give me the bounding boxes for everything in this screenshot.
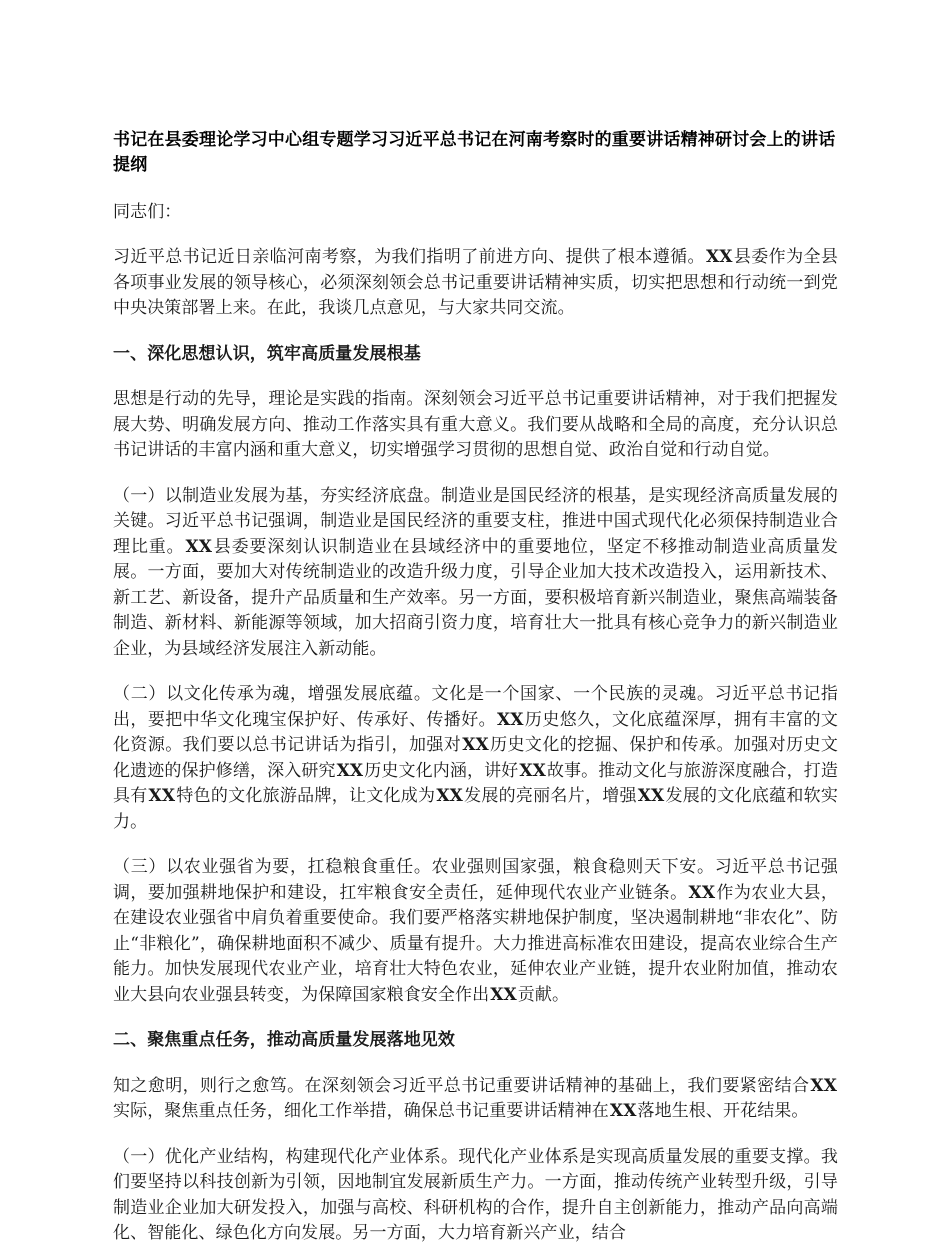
section-heading-1: 一、深化思想认识，筑牢高质量发展根基 xyxy=(113,343,421,364)
latin-placeholder: XX xyxy=(436,786,463,806)
section-2-subsection-1: （一）优化产业结构，构建现代化产业体系。现代化产业体系是实现高质量发展的重要支撑。我们要坚持以科技创新为引领，因地制宜发展新质生产力。一方面，推动传统产业转型升级，引导制造业企业加大研发投入，加强与高校、科研机构的合作，提升自主创新能力，推动产品向高端化、智能化、绿色化方向发展。另一方面，大力培育新兴产业，结合 xyxy=(113,1146,838,1243)
section-heading-2: 二、聚焦重点任务，推动高质量发展落地见效 xyxy=(113,1030,455,1050)
latin-placeholder: XX xyxy=(609,1101,637,1121)
latin-placeholder: XX xyxy=(637,786,665,806)
latin-placeholder: XX xyxy=(490,984,517,1005)
latin-placeholder: XX xyxy=(148,786,176,806)
latin-placeholder: XX xyxy=(519,760,546,781)
page-title: 书记在县委理论学习中心组专题学习习近平总书记在河南考察时的重要讲话精神研讨会上的讲话提纲 xyxy=(113,130,836,175)
latin-placeholder: XX xyxy=(185,536,213,557)
section-1-subsection-3: （三）以农业强省为要，扛稳粮食重任。农业强则国家强，粮食稳则天下安。习近平总书记强调，要加强耕地保护和建设，扛牢粮食安全责任，延伸现代农业产业链条。XX作为农业大县，在建设农业强省中肩负着重要使命。我们要严格落实耕地保护制度，坚决遏制耕地“非农化”、防止“非粮化”，确保耕地面积不减少、质量有提升。大力推进高标准农田建设，提高农业综合生产能力。加快发展现代农业产业，培育壮大特色农业，延伸农业产业链，提升农业附加值，推动农业大县向农业强县转变，为保障国家粮食安全作出XX贡献。 xyxy=(113,857,838,1005)
section-2-lead-paragraph: 知之愈明，则行之愈笃。在深刻领会习近平总书记重要讲话精神的基础上，我们要紧密结合XX实际，聚焦重点任务，细化工作举措，确保总书记重要讲话精神在XX落地生根、开花结果。 xyxy=(113,1075,837,1121)
latin-placeholder: XX xyxy=(705,247,733,267)
intro-paragraph: 习近平总书记近日亲临河南考察，为我们指明了前进方向、提供了根本遵循。XX县委作为全县各项事业发展的领导核心，必须深刻领会总书记重要讲话精神实质，切实把思想和行动统一到党中央决策部署上来。在此，我谈几点意见，与大家共同交流。 xyxy=(113,247,838,318)
latin-placeholder: XX xyxy=(810,1075,837,1096)
latin-placeholder: XX xyxy=(497,709,524,730)
latin-placeholder: XX xyxy=(336,760,364,781)
section-1-subsection-2: （二）以文化传承为魂，增强发展底蕴。文化是一个国家、一个民族的灵魂。习近平总书记指出，要把中华文化瑰宝保护好、传承好、传播好。XX历史悠久，文化底蕴深厚，拥有丰富的文化资源。我们要以总书记讲话为指引，加强对XX历史文化的挖掘、保护和传承。加强对历史文化遗迹的保护修缮，深入研究XX历史文化内涵，讲好XX故事。推动文化与旅游深度融合，打造具有XX特色的文化旅游品牌，让文化成为XX发展的亮丽名片，增强XX发展的文化底蕴和软实力。 xyxy=(113,684,839,832)
latin-placeholder: XX xyxy=(462,735,489,755)
section-1-subsection-1: （一）以制造业发展为基，夯实经济底盘。制造业是国民经济的根基，是实现经济高质量发展的关键。习近平总书记强调，制造业是国民经济的重要支柱，推进中国式现代化必须保持制造业合理比重。XX县委要深刻认识制造业在县域经济中的重要地位，坚定不移推动制造业高质量发展。一方面，要加大对传统制造业的改造升级力度，引导企业加大技术改造投入，运用新技术、新工艺、新设备，提升产品质量和生产效率。另一方面，要积极培育新兴制造业，聚焦高端装备制造、新材料、新能源等领域，加大招商引资力度，培育壮大一批具有核心竞争力的新兴制造业企业，为县域经济发展注入新动能。 xyxy=(113,485,839,659)
salutation: 同志们： xyxy=(113,202,182,222)
latin-placeholder: XX xyxy=(688,882,716,903)
section-1-lead-paragraph: 思想是行动的先导，理论是实践的指南。深刻领会习近平总书记重要讲话精神，对于我们把握发展大势、明确发展方向、推动工作落实具有重大意义。我们要从战略和全局的高度，充分认识总书记讲话的丰富内涵和重大意义，切实增强学习贯彻的思想自觉、政治自觉和行动自觉。 xyxy=(113,389,838,460)
